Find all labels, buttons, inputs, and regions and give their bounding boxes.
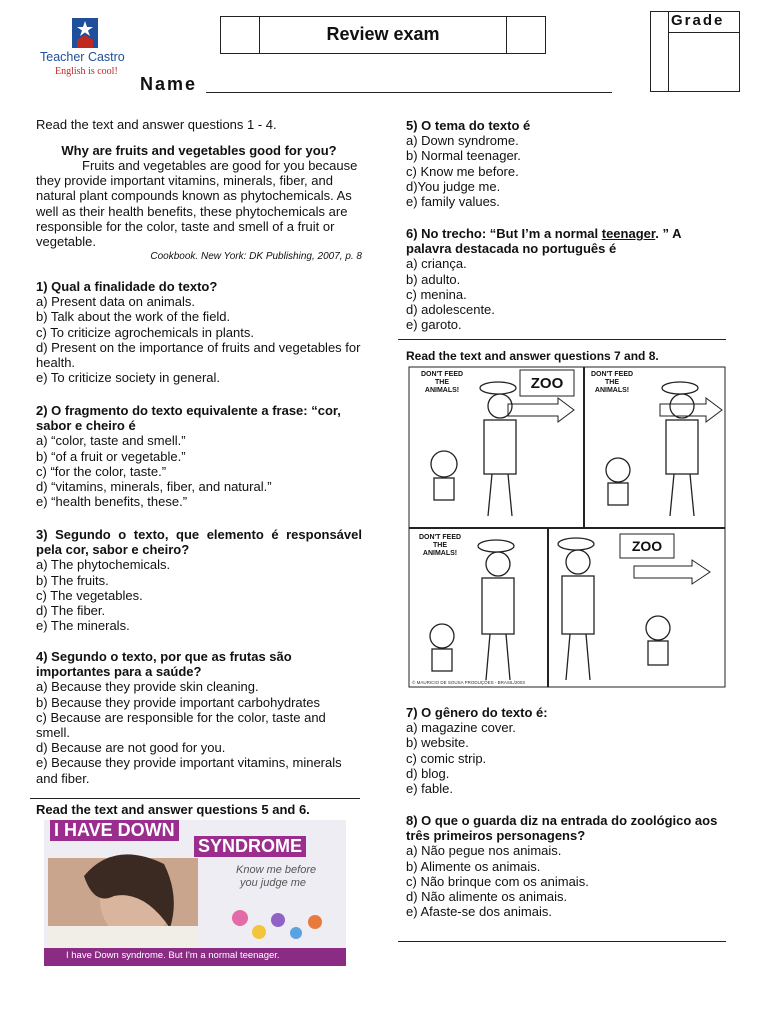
option: e) Because they provide important vitamins, minerals and fiber. (36, 755, 342, 786)
name-label: Name (140, 74, 198, 94)
option: e) “health benefits, these.” (36, 494, 188, 510)
option: e) fable. (406, 781, 453, 797)
option: c) Know me before. (406, 163, 519, 179)
option: e) family values. (406, 194, 500, 210)
question-8 (406, 813, 726, 919)
poster-tagline-2: you judge me (240, 877, 307, 889)
option: e) The minerals. (36, 618, 130, 634)
question-text (406, 226, 726, 256)
question-4 (36, 649, 362, 786)
option: a) Down syndrome. (406, 133, 519, 149)
option: d) blog. (406, 765, 450, 781)
option: b) The fruits. (36, 572, 109, 588)
question-1 (36, 279, 362, 385)
option: b) Because they provide important carbohydrates (36, 694, 320, 710)
question-text-start: 6) No trecho: “But I’m a normal (406, 226, 602, 241)
instruction-5-6: Read the text and answer questions 5 and 6. (36, 802, 310, 817)
grade-label: Grade (671, 12, 725, 29)
teacher-castro-logo (72, 18, 98, 48)
divider (30, 798, 360, 799)
option: d) The fiber. (36, 603, 106, 619)
comic-strip (408, 366, 726, 688)
option: a) Because they provide skin cleaning. (36, 679, 259, 695)
highlighted-word: teenager (601, 226, 656, 241)
article-text: Fruits and vegetables are good for you because they provide important vitamins, minerals, fiber, and natural plant compounds known as phytochemicals. As well as their health benefits, these phytochemicals are responsible for the color, taste and smell of a fruit or vegetable. (36, 158, 358, 250)
logo-name: Teacher Castro (40, 50, 125, 64)
option: b) Alimente os animais. (406, 858, 541, 874)
zoo-sign-panel-4: ZOO (631, 538, 663, 554)
question-text: 3) Segundo o texto, que elemento é responsável pela cor, sabor e cheiro? (36, 527, 362, 558)
option: a) magazine cover. (406, 720, 516, 736)
option: e) To criticize society in general. (36, 370, 221, 386)
question-3 (36, 527, 362, 633)
option: b) website. (406, 735, 469, 751)
article-source: Cookbook. New York: DK Publishing, 2007, p. 8 (150, 251, 362, 262)
question-text-end: . ” A palavra destacada no português é (406, 226, 681, 257)
instruction-1-4: Read the text and answer questions 1 - 4. (36, 117, 277, 132)
poster-tagline-1: Know me before (236, 864, 317, 876)
sign-text-panel-3: DON'T FEED THE ANIMALS! (418, 534, 462, 557)
page-title: Review exam (326, 24, 440, 44)
option: a) criança. (406, 256, 467, 272)
question-5 (406, 118, 726, 209)
option: c) Não brinque com os animais. (406, 873, 589, 889)
zoo-sign-panel-1: ZOO (530, 375, 564, 392)
option: c) menina. (406, 286, 467, 302)
question-text: 4) Segundo o texto, por que as frutas são importantes para a saúde? (36, 649, 292, 680)
option: c) To criticize agrochemicals in plants. (36, 324, 254, 340)
title-box (220, 16, 546, 54)
divider (398, 941, 726, 942)
sign-text-panel-1: DON'T FEED THE ANIMALS! (420, 371, 464, 394)
question-text: 1) Qual a finalidade do texto? (36, 279, 218, 294)
down-syndrome-poster (44, 820, 346, 966)
option: e) Afaste-se dos animais. (406, 904, 552, 920)
instruction-7-8: Read the text and answer questions 7 and 8. (406, 349, 659, 363)
option: d) “vitamins, minerals, fiber, and natural.” (36, 479, 272, 495)
option: e) garoto. (406, 317, 462, 333)
option: d) adolescente. (406, 302, 495, 318)
option: a) Não pegue nos animais. (406, 843, 562, 859)
option: a) “color, taste and smell.” (36, 433, 186, 449)
question-7 (406, 705, 726, 796)
option: c) Because are responsible for the color, taste and smell. (36, 709, 326, 741)
option: b) “of a fruit or vegetable.” (36, 448, 186, 464)
poster-caption: I have Down syndrome. But I'm a normal teenager. (66, 950, 280, 961)
option: d)You judge me. (406, 178, 501, 194)
poster-title-1: I HAVE DOWN (50, 820, 179, 841)
comic-copyright: © MAURICIO DE SOUSA PRODUÇÕES - BRASIL/2003 (412, 680, 525, 685)
divider (398, 339, 726, 340)
question-text: 5) O tema do texto é (406, 118, 531, 133)
grade-box (650, 11, 740, 92)
question-text: 7) O gênero do texto é: (406, 705, 548, 720)
option: c) “for the color, taste.” (36, 463, 167, 479)
article-title: Why are fruits and vegetables good for you? (61, 143, 337, 158)
option: b) Talk about the work of the field. (36, 309, 231, 325)
question-text: 2) O fragmento do texto equivalente a frase: “cor, sabor e cheiro é (36, 403, 341, 434)
option: b) Normal teenager. (406, 148, 521, 164)
poster-title-2: SYNDROME (194, 836, 306, 857)
option: c) The vegetables. (36, 587, 143, 603)
name-line (206, 92, 612, 93)
option: d) Because are not good for you. (36, 740, 226, 756)
question-2 (36, 403, 362, 509)
article-body (36, 158, 362, 249)
question-text: 8) O que o guarda diz na entrada do zoológico aos três primeiros personagens? (406, 813, 718, 844)
option: c) comic strip. (406, 750, 487, 766)
option: a) Present data on animals. (36, 294, 195, 310)
sign-text-panel-2: DON'T FEED THE ANIMALS! (590, 371, 634, 394)
option: a) The phytochemicals. (36, 557, 171, 573)
option: d) Present on the importance of fruits and vegetables for health. (36, 339, 361, 371)
question-6 (406, 226, 726, 332)
option: d) Não alimente os animais. (406, 889, 568, 905)
option: b) adulto. (406, 271, 461, 287)
logo-tagline: English is cool! (55, 66, 118, 77)
